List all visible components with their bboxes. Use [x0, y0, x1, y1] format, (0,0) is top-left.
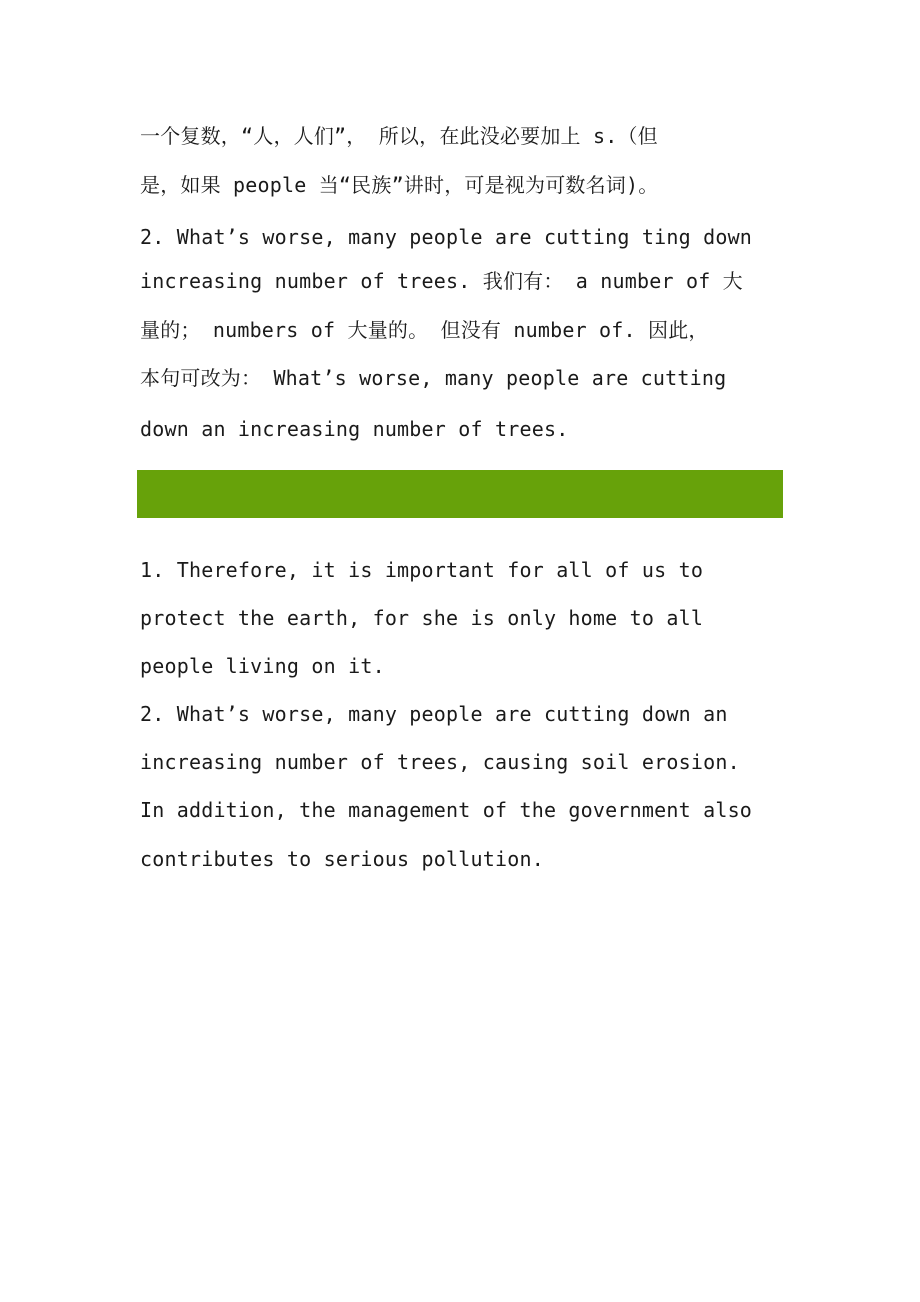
text-line: increasing number of trees. 我们有： a number of 大 [140, 269, 743, 293]
section-divider-bar [137, 470, 783, 518]
text-line: 本句可改为： What’s worse, many people are cutting [140, 366, 727, 390]
text-line: 量的； numbers of 大量的。 但没有 number of. 因此， [140, 318, 709, 342]
text-line: 一个复数，“人，人们”， 所以，在此没必要加上 s.（但 [140, 124, 658, 148]
text-line: 1. Therefore, it is important for all of us to [140, 558, 704, 582]
text-line: people living on it. [140, 654, 385, 678]
text-line: protect the earth, for she is only home to all [140, 606, 704, 630]
text-line: In addition, the management of the government also [140, 798, 753, 822]
text-line: increasing number of trees, causing soil erosion. [140, 750, 740, 774]
text-line: 2. What’s worse, many people are cutting ting down [140, 225, 753, 249]
text-line: down an increasing number of trees. [140, 417, 569, 441]
text-line: 是，如果 people 当“民族”讲时，可是视为可数名词)。 [140, 173, 659, 197]
text-line: contributes to serious pollution. [140, 847, 544, 871]
text-line: 2. What’s worse, many people are cutting down an [140, 702, 728, 726]
